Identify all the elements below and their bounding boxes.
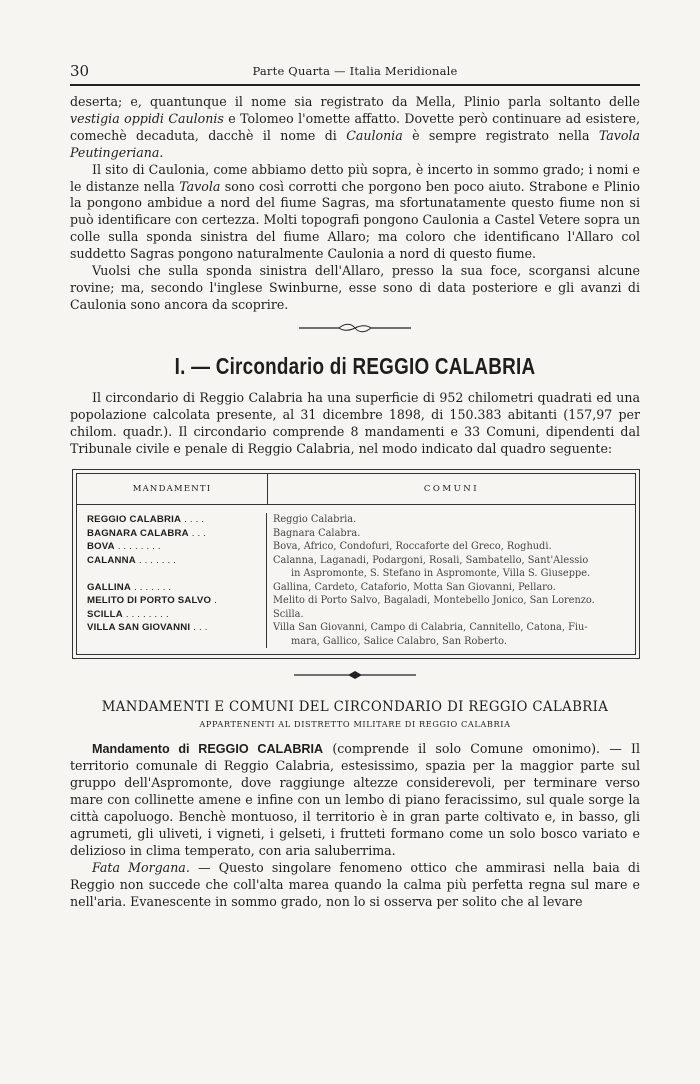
mandamento-name: CALANNA <box>87 554 136 566</box>
leader-dots: . . . . <box>184 514 205 526</box>
comuni-line: in Aspromonte, S. Stefano in Aspromonte, Villa S. Giuseppe. <box>291 568 591 580</box>
comuni-line: Gallina, Cardeto, Cataforio, Motta San Giovanni, Pellaro. <box>273 581 556 593</box>
mandamento-name: MELITO DI PORTO SALVO <box>87 595 212 607</box>
text-run: Vuolsi che sulla sponda sinistra dell'Allaro, presso la sua foce, scorgansi alcune rovine; ma, secondo l'inglese Swinburne, esse sono di data posteriore e gli avanzi di Caulonia sono ancora da scoprire. <box>70 263 640 312</box>
comuni-line: Bagnara Calabra. <box>273 527 361 539</box>
chapter-title: I. — Circondario di REGGIO CALABRIA <box>174 352 536 379</box>
body-text <box>70 741 640 910</box>
text-run: Il sito di Caulonia, come abbiamo detto più sopra, è incerto in sommo grado; i nomi e le distanze nella <box>70 161 640 194</box>
mandamenti-column <box>77 513 267 648</box>
mandamento-name: REGGIO CALABRIA <box>87 514 182 526</box>
comuni-cell <box>273 621 629 648</box>
running-header <box>70 58 640 86</box>
comuni-line: Melito di Porto Salvo, Bagaladi, Montebello Jonico, San Lorenzo. <box>273 595 595 607</box>
leader-dots: . <box>214 595 218 607</box>
page <box>70 58 640 910</box>
chapter-intro: Il circondario di Reggio Calabria ha una superficie di 952 chilometri quadrati ed una popolazione calcolata presente, al 31 dicembre 1898, di 150.383 abitanti (157,97 per chilom. quadr.). Il circondario comprende 8 mandamenti e 33 Comuni, dipendenti dal Tribunale civile e penale di Reggio Calabria, nel modo indicato dal quadro seguente: <box>70 389 640 456</box>
table-end-divider <box>70 667 640 681</box>
leader-dots: . . . . . . . <box>138 554 177 566</box>
leader-dots: . . . . . . . <box>134 581 172 593</box>
comuni-cell <box>273 581 629 595</box>
comuni-line: Reggio Calabria. <box>273 514 357 526</box>
paragraph <box>70 263 640 314</box>
mandamento-row <box>87 554 266 568</box>
text-run: . <box>159 144 164 160</box>
text-run: vestigia oppidi Caulonis <box>70 110 224 126</box>
paragraph <box>70 162 640 263</box>
comuni-cell <box>273 540 629 554</box>
mandamento-name: VILLA SAN GIOVANNI <box>87 622 191 634</box>
text-run: Caulonia <box>346 127 403 143</box>
table-header <box>77 474 635 505</box>
comuni-cell <box>273 608 629 622</box>
text-run: è sempre registrato nella <box>402 127 599 143</box>
text-run: Tavola <box>179 178 221 194</box>
text-run: deserta; e, quantunque il nome sia registrato da Mella, Plinio parla soltanto delle <box>70 94 640 109</box>
text-run: Tavola Peutingeriana <box>70 127 640 160</box>
paragraph <box>70 94 640 162</box>
comuni-cell <box>273 594 629 608</box>
text-run: sono così corrotti che porgono ben poco aiuto. Strabone e Plinio la pongono ambidue a nord del fiume Sagras, ma sfortunatamente questo fiume non si può identificare con certezza. Molti topografi pongono Caulonia a Castel Vetere sopra un colle sulla sponda sinistra del fiume Allaro; ma coloro che identificano l'Allaro col suddetto Sagras pongono naturalmente Caulonia a nord di questo fiume. <box>70 178 640 262</box>
column-header-mandamenti: MANDAMENTI <box>77 474 268 504</box>
mandamento-name: GALLINA <box>87 581 132 593</box>
text-run: Fata Morgana <box>92 859 186 875</box>
mandamento-row <box>87 527 266 541</box>
mandamento-row <box>87 581 266 595</box>
leader-dots: . . . . . . . . <box>117 541 161 553</box>
text-run: e Tolomeo l'omette affatto. Dovette però continuare ad esistere, comechè decaduta, dacchè il nome di <box>70 110 640 143</box>
mandamento-row <box>87 594 266 608</box>
ornament-divider <box>70 319 640 337</box>
mandamento-row <box>87 513 266 527</box>
comuni-cell <box>273 513 629 527</box>
comuni-cell <box>273 554 629 581</box>
comuni-line: mara, Gallico, Salice Calabro, San Roberto. <box>291 635 507 647</box>
page-number: 30 <box>70 62 90 80</box>
mandamento-row <box>87 621 266 635</box>
column-header-comuni: COMUNI <box>423 484 480 495</box>
text-run: . — Questo singolare fenomeno ottico che ammirasi nella baia di Reggio non succede che coll'alta marea quando la calma più perfetta regna sul mare e nell'aria. Evanescente in sommo grado, non lo si osserva per solito che al levare <box>70 859 640 909</box>
leader-dots: . . . <box>191 527 207 539</box>
comuni-line: Bova, Africo, Condofuri, Roccaforte del Greco, Roghudi. <box>273 541 552 553</box>
comuni-line: Villa San Giovanni, Campo di Calabria, Cannitello, Catona, Fiu- <box>273 622 588 634</box>
paragraph <box>70 860 640 911</box>
mandamenti-table <box>72 469 640 659</box>
comuni-cell <box>273 527 629 541</box>
running-title: Parte Quarta — Italia Meridionale <box>252 64 458 78</box>
section-title: MANDAMENTI E COMUNI DEL CIRCONDARIO DI REGGIO CALABRIA <box>101 699 609 716</box>
mandamento-row <box>87 608 266 622</box>
leader-dots: . . . . . . . . <box>125 608 169 620</box>
mandamento-name: BAGNARA CALABRA <box>87 527 189 539</box>
mandamento-row <box>87 540 266 554</box>
leader-dots: . . . <box>193 622 208 634</box>
mandamento-name: BOVA <box>87 541 115 553</box>
section-subtitle: APPARTENENTI AL DISTRETTO MILITARE DI REGGIO CALABRIA <box>199 719 511 730</box>
mandamento-name: SCILLA <box>87 608 123 620</box>
paragraph <box>70 741 640 859</box>
text-run: REGGIO CALABRIA <box>198 742 324 757</box>
comuni-column <box>267 513 635 648</box>
comuni-line: Calanna, Laganadi, Podargoni, Rosali, Sambatello, Sant'Alessio <box>273 554 589 566</box>
table-body <box>77 505 635 654</box>
intro-text <box>70 94 640 314</box>
text-run: Mandamento di <box>92 742 199 757</box>
comuni-line: Scilla. <box>273 608 304 620</box>
text-run: (comprende il solo Comune omonimo). — Il territorio comunale di Reggio Calabria, estesissimo, spazia per la maggior parte sul gruppo dell'Aspromonte, dove raggiunge altezze considerevoli, per terminare verso mare con collinette amene e infine con un lembo di piano feracissimo, sul quale sorge la città capoluogo. Benchè montuoso, il territorio è in gran parte coltivato e, in basso, gli agrumeti, gli uliveti, i vigneti, i gelseti, i frutteti formano come un solo bosco variato e delizioso in clima temperato, con aria saluberrima. <box>70 741 641 858</box>
